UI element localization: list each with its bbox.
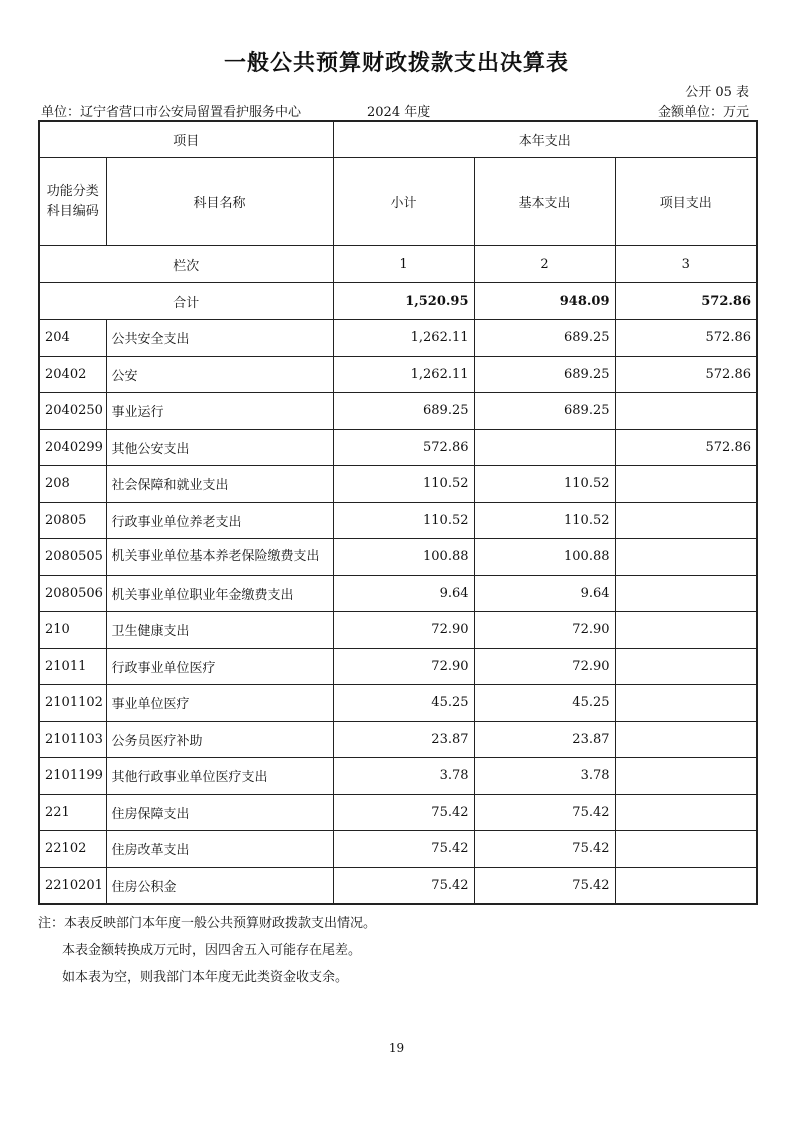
cell-basic	[474, 429, 615, 466]
cell-basic: 75.42	[474, 794, 615, 831]
cell-name: 行政事业单位医疗	[106, 648, 333, 685]
cell-project	[615, 867, 757, 904]
cell-code: 2101103	[39, 721, 106, 758]
cell-subtotal: 1,262.11	[333, 320, 474, 357]
header-project-expenditure: 项目支出	[615, 158, 757, 246]
table-row	[39, 356, 757, 393]
cell-code: 221	[39, 794, 106, 831]
cell-name: 其他行政事业单位医疗支出	[106, 758, 333, 795]
expenditure-table	[38, 120, 758, 905]
cell-name: 机关事业单位职业年金缴费支出	[106, 575, 333, 612]
page-title: 一般公共预算财政拨款支出决算表	[223, 51, 569, 76]
table-row	[39, 648, 757, 685]
table-row	[39, 429, 757, 466]
cell-code: 2040250	[39, 393, 106, 430]
row-index-label: 栏次	[39, 246, 333, 283]
cell-name: 住房改革支出	[106, 831, 333, 868]
cell-subtotal: 75.42	[333, 831, 474, 868]
cell-project: 572.86	[615, 356, 757, 393]
total-label: 合计	[39, 283, 333, 320]
table-row	[39, 867, 757, 904]
cell-name: 机关事业单位基本养老保险缴费支出	[106, 539, 333, 576]
unit-label: 单位：辽宁省营口市公安局留置看护服务中心	[41, 105, 302, 120]
page-number: 19	[388, 1041, 405, 1055]
cell-name: 住房公积金	[106, 867, 333, 904]
cell-name: 公务员医疗补助	[106, 721, 333, 758]
table-row	[39, 393, 757, 430]
cell-basic: 72.90	[474, 612, 615, 649]
cell-basic: 9.64	[474, 575, 615, 612]
cell-project: 572.86	[615, 320, 757, 357]
cell-project	[615, 831, 757, 868]
note-3: 如本表为空，则我部门本年度无此类资金收支余。	[62, 970, 349, 985]
cell-code: 2080505	[39, 539, 106, 576]
table-row	[39, 685, 757, 722]
cell-project	[615, 794, 757, 831]
cell-code: 20805	[39, 502, 106, 539]
cell-code: 21011	[39, 648, 106, 685]
notes	[38, 910, 376, 991]
cell-name: 卫生健康支出	[106, 612, 333, 649]
table-row	[39, 320, 757, 357]
cell-subtotal: 72.90	[333, 648, 474, 685]
cell-project	[615, 393, 757, 430]
header-subtotal: 小计	[333, 158, 474, 246]
cell-name: 事业运行	[106, 393, 333, 430]
cell-basic: 110.52	[474, 466, 615, 503]
total-project: 572.86	[615, 283, 757, 320]
header-function-code: 功能分类科目编码	[39, 158, 106, 246]
cell-basic: 689.25	[474, 356, 615, 393]
cell-basic: 110.52	[474, 502, 615, 539]
cell-code: 2040299	[39, 429, 106, 466]
cell-subtotal: 23.87	[333, 721, 474, 758]
table-row	[39, 612, 757, 649]
cell-subtotal: 572.86	[333, 429, 474, 466]
header-item: 项目	[39, 121, 333, 158]
cell-name: 住房保障支出	[106, 794, 333, 831]
cell-subtotal: 1,262.11	[333, 356, 474, 393]
cell-basic: 23.87	[474, 721, 615, 758]
cell-code: 2210201	[39, 867, 106, 904]
cell-name: 社会保障和就业支出	[106, 466, 333, 503]
total-row	[39, 283, 757, 320]
cell-subtotal: 72.90	[333, 612, 474, 649]
table-row	[39, 539, 757, 576]
cell-code: 2101102	[39, 685, 106, 722]
cell-name: 行政事业单位养老支出	[106, 502, 333, 539]
cell-code: 20402	[39, 356, 106, 393]
total-basic: 948.09	[474, 283, 615, 320]
cell-subtotal: 689.25	[333, 393, 474, 430]
cell-code: 208	[39, 466, 106, 503]
cell-project	[615, 648, 757, 685]
money-unit-label: 金额单位：万元	[657, 105, 749, 120]
total-subtotal: 1,520.95	[333, 283, 474, 320]
row-index-1: 1	[333, 246, 474, 283]
header-subject-name: 科目名称	[106, 158, 333, 246]
cell-code: 2101199	[39, 758, 106, 795]
cell-basic: 689.25	[474, 320, 615, 357]
cell-subtotal: 45.25	[333, 685, 474, 722]
cell-subtotal: 75.42	[333, 867, 474, 904]
cell-basic: 75.42	[474, 831, 615, 868]
cell-name: 公安	[106, 356, 333, 393]
table-row	[39, 502, 757, 539]
cell-code: 210	[39, 612, 106, 649]
row-index-2: 2	[474, 246, 615, 283]
cell-project	[615, 685, 757, 722]
table-row	[39, 721, 757, 758]
table-row	[39, 831, 757, 868]
header-current-expenditure: 本年支出	[333, 121, 757, 158]
cell-basic: 45.25	[474, 685, 615, 722]
cell-basic: 689.25	[474, 393, 615, 430]
cell-basic: 75.42	[474, 867, 615, 904]
cell-subtotal: 110.52	[333, 466, 474, 503]
cell-project	[615, 466, 757, 503]
cell-project	[615, 721, 757, 758]
cell-name: 公共安全支出	[106, 320, 333, 357]
cell-project	[615, 575, 757, 612]
cell-basic: 72.90	[474, 648, 615, 685]
cell-basic: 100.88	[474, 539, 615, 576]
cell-project	[615, 758, 757, 795]
cell-project	[615, 502, 757, 539]
cell-name: 事业单位医疗	[106, 685, 333, 722]
cell-project	[615, 612, 757, 649]
cell-basic: 3.78	[474, 758, 615, 795]
cell-name: 其他公安支出	[106, 429, 333, 466]
fiscal-year-label: 2024 年度	[367, 105, 431, 120]
cell-subtotal: 3.78	[333, 758, 474, 795]
row-index-3: 3	[615, 246, 757, 283]
table-row	[39, 758, 757, 795]
cell-code: 22102	[39, 831, 106, 868]
header-row-2	[39, 158, 757, 246]
row-index-row	[39, 246, 757, 283]
form-number: 公开 05 表	[685, 85, 749, 100]
cell-project: 572.86	[615, 429, 757, 466]
table-row	[39, 466, 757, 503]
header-row-1	[39, 121, 757, 158]
cell-subtotal: 110.52	[333, 502, 474, 539]
note-2: 本表金额转换成万元时，因四舍五入可能存在尾差。	[62, 943, 362, 958]
note-1: 注：本表反映部门本年度一般公共预算财政拨款支出情况。	[38, 916, 377, 931]
cell-project	[615, 539, 757, 576]
cell-code: 2080506	[39, 575, 106, 612]
cell-subtotal: 9.64	[333, 575, 474, 612]
table-row	[39, 575, 757, 612]
cell-subtotal: 75.42	[333, 794, 474, 831]
cell-code: 204	[39, 320, 106, 357]
header-basic-expenditure: 基本支出	[474, 158, 615, 246]
cell-subtotal: 100.88	[333, 539, 474, 576]
table-row	[39, 794, 757, 831]
